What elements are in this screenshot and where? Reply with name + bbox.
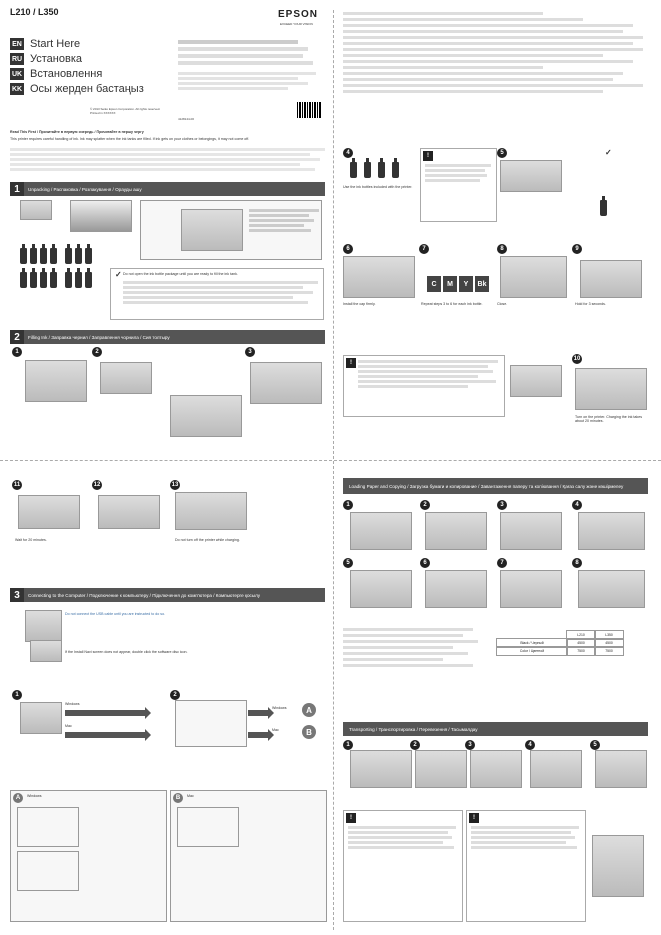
section-2-bar xyxy=(10,330,325,344)
step-7-number: 7 xyxy=(419,244,429,254)
table-row-label: Black / Черный xyxy=(496,638,568,648)
lang-code: UK xyxy=(10,68,24,80)
lang-row-ru xyxy=(10,53,82,65)
step-4-text: Use the ink bottles included with the printer. xyxy=(343,185,413,189)
epson-logo: EPSON xyxy=(278,9,319,20)
step-5-number: 5 xyxy=(497,148,507,158)
installer-window xyxy=(175,700,247,747)
mac-label-2: Mac xyxy=(272,728,279,732)
arrow xyxy=(65,732,145,738)
no-usb-illustration xyxy=(25,610,62,642)
connect-note: Do not connect the USB cable until you are instructed to do so. xyxy=(65,612,166,616)
printer-detail xyxy=(181,209,243,251)
safety-notes-2 xyxy=(178,72,318,92)
badge-b: B xyxy=(173,793,183,803)
note-icon: ! xyxy=(469,813,479,823)
ink-bottle xyxy=(85,272,92,288)
ink-bottle xyxy=(30,248,37,264)
step-10-number: 10 xyxy=(573,356,581,362)
section-number: 3 xyxy=(10,588,24,602)
step-11-number: 11 xyxy=(13,482,21,488)
ink-c: C xyxy=(427,276,441,292)
step-3-illustration xyxy=(250,362,322,404)
ink-bottle xyxy=(75,272,82,288)
ink-m: M xyxy=(443,276,457,292)
model-title: L210 / L350 xyxy=(10,7,59,17)
step-10-note-lines xyxy=(358,360,498,390)
table-cell: 4500 xyxy=(566,638,596,648)
table-cell: 7500 xyxy=(566,646,596,656)
step-12-number: 12 xyxy=(93,482,101,488)
transport-step-3-illustration xyxy=(470,750,522,788)
load-step-2: 2 xyxy=(420,500,430,510)
unpack-detail-text xyxy=(249,209,319,234)
ink-bottle xyxy=(600,200,607,216)
install-note: If the Install Navi screen does not appear, double click the software disc icon. xyxy=(65,650,188,654)
copy-notes xyxy=(343,628,483,670)
load-step-2-illustration xyxy=(425,512,487,550)
step-2-number: 2 xyxy=(92,347,102,357)
step-9-number: 9 xyxy=(572,244,582,254)
read-first-body: This printer requires careful handling of ink. Ink may splatter when the ink tanks are filled. If ink gets on your clothes or belongings, it may not come off. xyxy=(10,137,250,141)
lang-row-kk xyxy=(10,83,144,95)
step-5-illustration xyxy=(500,160,562,192)
unpack-detail-box xyxy=(140,200,322,260)
step-9-text: Hold for 3 seconds. xyxy=(575,302,606,306)
table-row-label: Color / Цветной xyxy=(496,646,568,656)
ink-bottle xyxy=(20,272,27,288)
step-12-illustration xyxy=(98,495,160,529)
step-s3-2-number: 2 xyxy=(170,690,180,700)
transport-step-1-illustration xyxy=(350,750,412,788)
ink-bottle xyxy=(85,248,92,264)
load-step-1-illustration xyxy=(350,512,412,550)
step-9-illustration xyxy=(580,260,642,298)
transport-step-2-illustration xyxy=(415,750,467,788)
lang-label: Установка xyxy=(30,53,82,65)
barcode-number: 4128144-00 xyxy=(178,117,195,121)
step-8-number: 8 xyxy=(497,244,507,254)
step-11-text: Wait for 20 minutes. xyxy=(15,538,47,542)
ink-bottle xyxy=(392,162,399,178)
windows-screen-2 xyxy=(17,851,79,891)
badge-a: A xyxy=(13,793,23,803)
lang-code: KK xyxy=(10,83,24,95)
lang-label: Start Here xyxy=(30,38,81,50)
load-step-3-illustration xyxy=(500,512,562,550)
step-2-illustration xyxy=(100,362,152,394)
section-title: Connecting to the Computer / Подключение к компьютеру / Підключення до комп’ютера / Компьютерге қосылу xyxy=(28,592,261,598)
step-10-illustration xyxy=(575,368,647,410)
section-3-bar xyxy=(10,588,325,602)
no-ink-illustration xyxy=(510,365,562,397)
step-6-number: 6 xyxy=(343,244,353,254)
section-number: 1 xyxy=(10,182,24,196)
step-6-text: Install the cap firmly. xyxy=(343,302,376,306)
transport-step-4: 4 xyxy=(525,740,535,750)
copyright: © 2013 Seiko Epson Corporation. All rights reserved. Printed in XXXXXX xyxy=(90,107,161,115)
transport-section-bar xyxy=(343,722,648,736)
ink-bottle xyxy=(30,272,37,288)
unpack-note-lines xyxy=(123,281,318,306)
section-title: Unpacking / Распаковка / Розпакування / Орауды ашу xyxy=(28,186,142,192)
transport-step-3: 3 xyxy=(465,740,475,750)
lang-label: Встановлення xyxy=(30,68,103,80)
printer-illustration xyxy=(70,200,132,232)
step-1-illustration xyxy=(25,360,87,402)
windows-screen xyxy=(17,807,79,847)
ink-bottle xyxy=(40,248,47,264)
load-step-8: 8 xyxy=(572,558,582,568)
step-12-text: Do not turn off the printer while charging. xyxy=(175,538,240,542)
ink-bottle xyxy=(75,248,82,264)
transport-step-1: 1 xyxy=(343,740,353,750)
checklist xyxy=(343,12,648,96)
step-8-illustration xyxy=(500,256,567,298)
ink-bottle xyxy=(350,162,357,178)
note-icon: ! xyxy=(423,151,433,161)
section-title: Filling Ink / Заправка чернил / Заправлення чорнила / Сия толтыру xyxy=(28,334,170,340)
mac-badge-b: B xyxy=(302,725,316,739)
no-tilt-illustration xyxy=(170,395,242,437)
check-icon: ✓ xyxy=(605,148,612,157)
disc-illustration xyxy=(20,702,62,734)
ink-bottle xyxy=(364,162,371,178)
step-10-note xyxy=(343,355,505,417)
table-cell: 7500 xyxy=(594,646,624,656)
transport-step-4-illustration xyxy=(530,750,582,788)
ink-bottle xyxy=(50,272,57,288)
step-4-note-lines xyxy=(425,164,491,184)
step-4-note xyxy=(420,148,497,222)
section-title: Transporting / Транспортировка / Перевезення / Тасымалдау xyxy=(349,726,478,732)
section-number: 2 xyxy=(10,330,24,344)
table-header-l210: L210 xyxy=(566,630,596,640)
check-icon: ✓ xyxy=(115,270,122,279)
load-step-7-illustration xyxy=(500,570,562,608)
load-step-8-illustration xyxy=(578,570,645,608)
section-title: Loading Paper and Copying / Загрузка бумаги и копирование / Завантаження паперу та копіювання / Қағаз салу және көшірмелеу xyxy=(349,483,624,489)
load-step-3: 3 xyxy=(497,500,507,510)
ink-bottle xyxy=(65,248,72,264)
lang-code: RU xyxy=(10,53,24,65)
mac-box xyxy=(170,790,327,922)
transport-note-1-lines xyxy=(348,826,456,851)
safety-notes xyxy=(178,40,318,68)
load-step-1: 1 xyxy=(343,500,353,510)
ink-bottle xyxy=(65,272,72,288)
read-first-title: Read This First / Прочитайте в первую очередь / Прочитайте в першу чергу xyxy=(10,130,144,134)
table-cell: 4500 xyxy=(594,638,624,648)
windows-label-2: Windows xyxy=(272,706,287,710)
transport-bag-illustration xyxy=(592,835,644,897)
unpack-note xyxy=(110,268,324,320)
logo-tagline: EXCEED YOUR VISION xyxy=(280,22,313,26)
lang-row-uk xyxy=(10,68,102,80)
step-s3-1-number: 1 xyxy=(12,690,22,700)
arrow xyxy=(248,732,268,738)
table-header-l350: L350 xyxy=(594,630,624,640)
column-divider xyxy=(333,10,334,930)
note-icon: ! xyxy=(346,813,356,823)
step-6-illustration xyxy=(343,256,415,298)
load-step-4: 4 xyxy=(572,500,582,510)
mac-box-title: Mac xyxy=(187,794,194,798)
step-11-illustration xyxy=(18,495,80,529)
windows-badge-a: A xyxy=(302,703,316,717)
load-step-6-illustration xyxy=(425,570,487,608)
loading-section-bar xyxy=(343,478,648,494)
step-8-text: Close. xyxy=(497,302,508,306)
fold-line xyxy=(0,460,661,461)
step-13-illustration xyxy=(175,492,247,530)
lang-code: EN xyxy=(10,38,24,50)
section-1-bar xyxy=(10,182,325,196)
ink-bottle xyxy=(20,248,27,264)
manual-illustration xyxy=(20,200,52,220)
lang-label: Осы жерден бастаңыз xyxy=(30,83,144,95)
ink-bottle xyxy=(40,272,47,288)
mac-screen xyxy=(177,807,239,847)
barcode xyxy=(297,102,321,118)
step-10-text: Turn on the printer. Charging the ink takes about 20 minutes. xyxy=(575,415,642,424)
ink-bottle xyxy=(50,248,57,264)
step-4-number: 4 xyxy=(343,148,353,158)
transport-note-2 xyxy=(466,810,586,922)
step-3-number: 3 xyxy=(245,347,255,357)
disc-icon-illustration xyxy=(30,640,62,662)
lang-row-en xyxy=(10,38,80,50)
transport-step-5-illustration xyxy=(595,750,647,788)
ink-bk: Bk xyxy=(475,276,489,292)
note-icon: ! xyxy=(346,358,356,368)
intro-lines xyxy=(10,148,325,173)
arrow xyxy=(248,710,268,716)
load-step-4-illustration xyxy=(578,512,645,550)
ink-bottle xyxy=(378,162,385,178)
transport-note-2-lines xyxy=(471,826,579,851)
transport-step-5: 5 xyxy=(590,740,600,750)
step-13-number: 13 xyxy=(171,482,179,488)
ink-y: Y xyxy=(459,276,473,292)
transport-note-1 xyxy=(343,810,463,922)
load-step-7: 7 xyxy=(497,558,507,568)
mac-label: Mac xyxy=(65,724,72,728)
arrow xyxy=(65,710,145,716)
windows-box-title: Windows xyxy=(27,794,42,798)
step-7-text: Repeat steps 3 to 6 for each ink bottle. xyxy=(421,302,483,306)
step-1-number: 1 xyxy=(12,347,22,357)
transport-step-2: 2 xyxy=(410,740,420,750)
load-step-5-illustration xyxy=(350,570,412,608)
windows-box xyxy=(10,790,167,922)
load-step-5: 5 xyxy=(343,558,353,568)
unpack-note-text: Do not open the ink bottle package until you are ready to fill the ink tank. xyxy=(123,272,238,276)
load-step-6: 6 xyxy=(420,558,430,568)
windows-label: Windows xyxy=(65,702,80,706)
